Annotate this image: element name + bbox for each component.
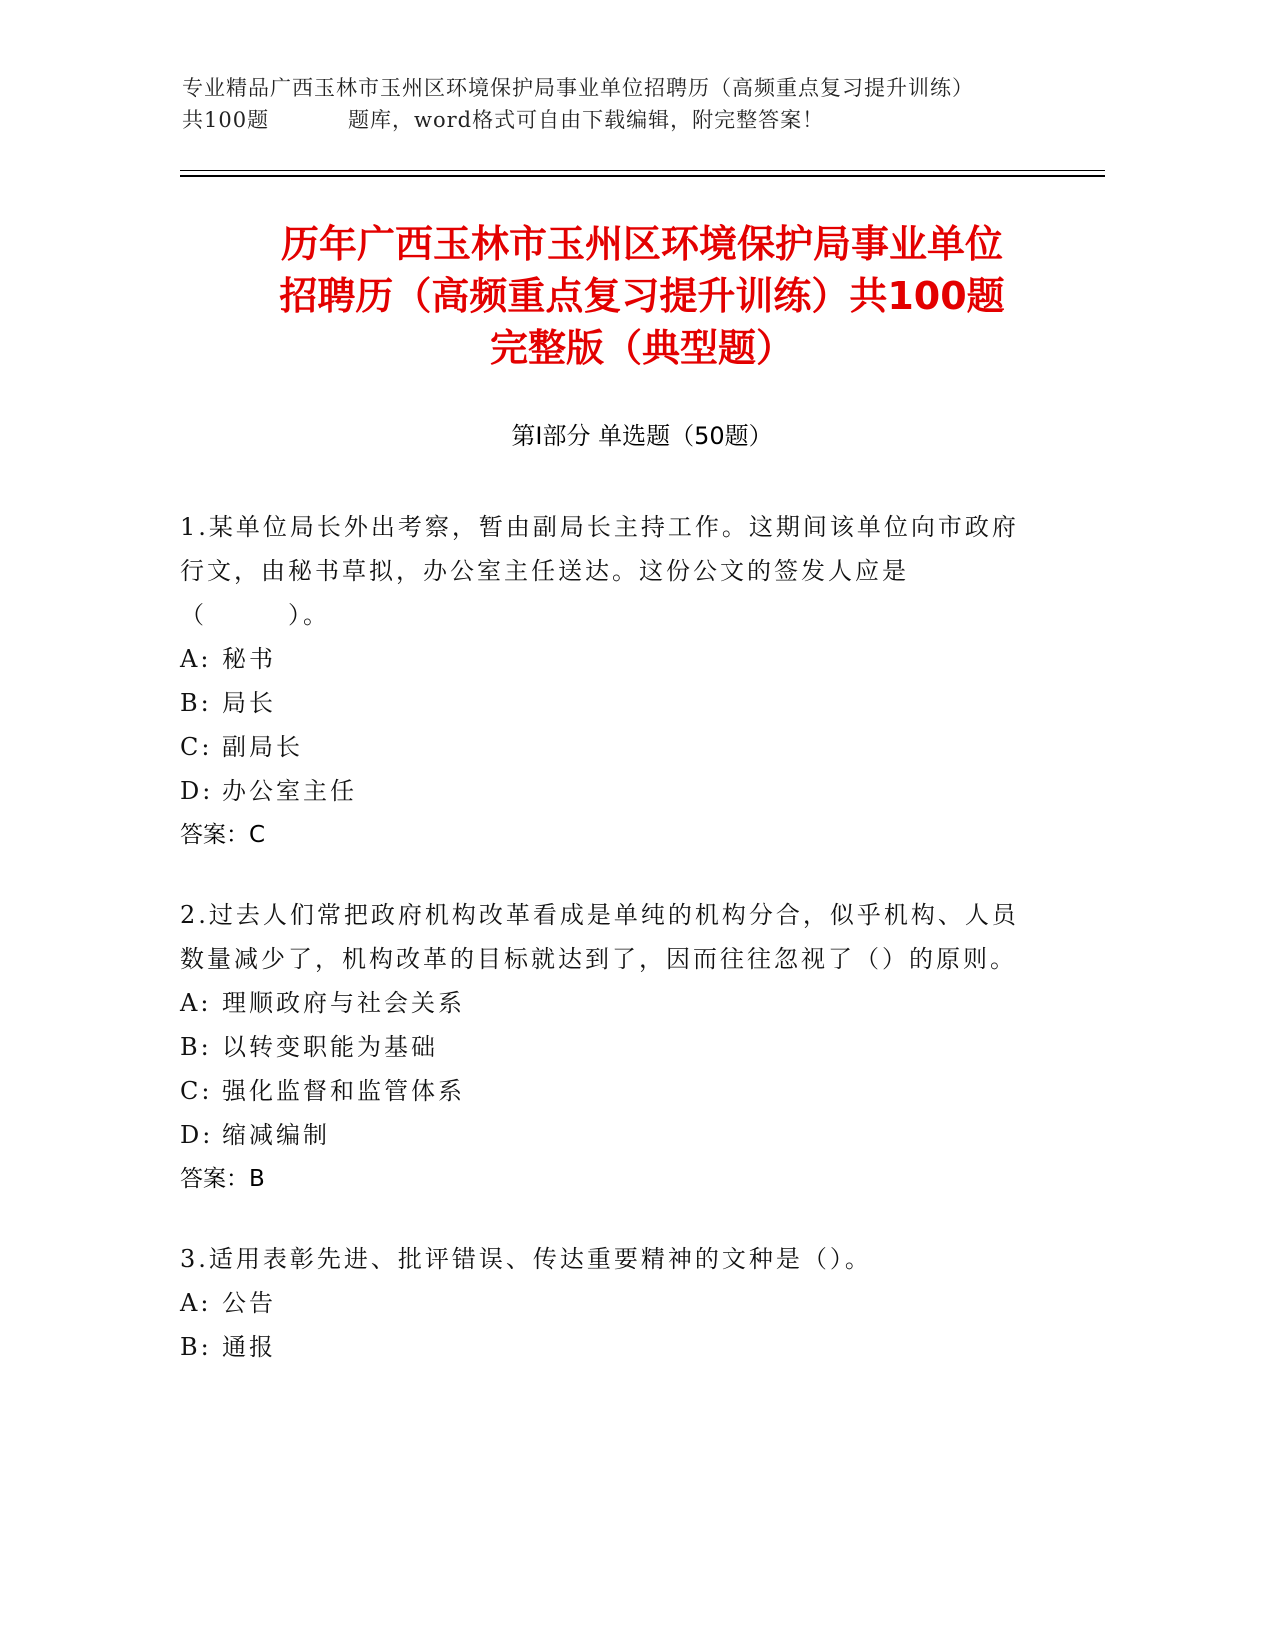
header-line-1: 专业精品广西玉林市玉州区环境保护局事业单位招聘历（高频重点复习提升训练） bbox=[182, 76, 974, 100]
option-text: 办公室主任 bbox=[222, 777, 357, 805]
option-text: 公告 bbox=[222, 1289, 276, 1317]
document-title bbox=[182, 218, 1102, 374]
option-text: 秘书 bbox=[222, 645, 276, 673]
option-letter: B: bbox=[180, 1333, 212, 1361]
option-letter: D: bbox=[180, 1121, 214, 1149]
question-stem: 1.某单位局长外出考察，暂由副局长主持工作。这期间该单位向市政府行文，由秘书草拟，办公室主任送达。这份公文的签发人应是（ ）。 bbox=[180, 513, 1019, 629]
option-b bbox=[180, 681, 1020, 725]
option-a bbox=[180, 637, 1020, 681]
question-count: 共100题 bbox=[182, 108, 270, 132]
title-line-2: 招聘历（高频重点复习提升训练）共100题 bbox=[279, 274, 1005, 318]
option-d bbox=[180, 1113, 1020, 1157]
option-text: 理顺政府与社会关系 bbox=[222, 989, 465, 1017]
option-letter: C: bbox=[180, 733, 213, 761]
option-letter: A: bbox=[180, 989, 212, 1017]
answer-line: 答案：B bbox=[180, 1166, 265, 1192]
option-d bbox=[180, 769, 1020, 813]
header-description: 题库，word格式可自由下载编辑，附完整答案！ bbox=[348, 108, 825, 132]
header-divider-thin bbox=[180, 170, 1105, 171]
question-1 bbox=[180, 505, 1020, 857]
option-c bbox=[180, 725, 1020, 769]
header-line-2 bbox=[182, 104, 1102, 136]
option-letter: B: bbox=[180, 1033, 212, 1061]
question-stem: 3.适用表彰先进、批评错误、传达重要精神的文种是（）。 bbox=[180, 1245, 872, 1273]
option-text: 副局长 bbox=[222, 733, 303, 761]
option-text: 通报 bbox=[222, 1333, 276, 1361]
option-letter: A: bbox=[180, 645, 212, 673]
option-a bbox=[180, 981, 1020, 1025]
option-text: 缩减编制 bbox=[222, 1121, 330, 1149]
question-stem: 2.过去人们常把政府机构改革看成是单纯的机构分合，似乎机构、人员数量减少了，机构改革的目标就达到了，因而往往忽视了（）的原则。 bbox=[180, 901, 1019, 973]
option-a bbox=[180, 1281, 1020, 1325]
option-letter: A: bbox=[180, 1289, 212, 1317]
section-title: 第Ⅰ部分 单选题（50题） bbox=[511, 422, 773, 450]
question-3 bbox=[180, 1237, 1020, 1369]
option-text: 局长 bbox=[222, 689, 276, 717]
question-2 bbox=[180, 893, 1020, 1201]
option-b bbox=[180, 1025, 1020, 1069]
option-letter: B: bbox=[180, 689, 212, 717]
option-letter: C: bbox=[180, 1077, 213, 1105]
answer-line: 答案：C bbox=[180, 822, 266, 848]
option-letter: D: bbox=[180, 777, 214, 805]
option-c bbox=[180, 1069, 1020, 1113]
title-line-1: 历年广西玉林市玉州区环境保护局事业单位 bbox=[280, 222, 1003, 266]
option-text: 强化监督和监管体系 bbox=[222, 1077, 465, 1105]
page-header bbox=[182, 72, 1102, 136]
question-list bbox=[180, 505, 1020, 1405]
title-line-3: 完整版（典型题） bbox=[489, 326, 794, 370]
option-b bbox=[180, 1325, 1020, 1369]
option-text: 以转变职能为基础 bbox=[222, 1033, 438, 1061]
header-divider-thick bbox=[180, 175, 1105, 177]
